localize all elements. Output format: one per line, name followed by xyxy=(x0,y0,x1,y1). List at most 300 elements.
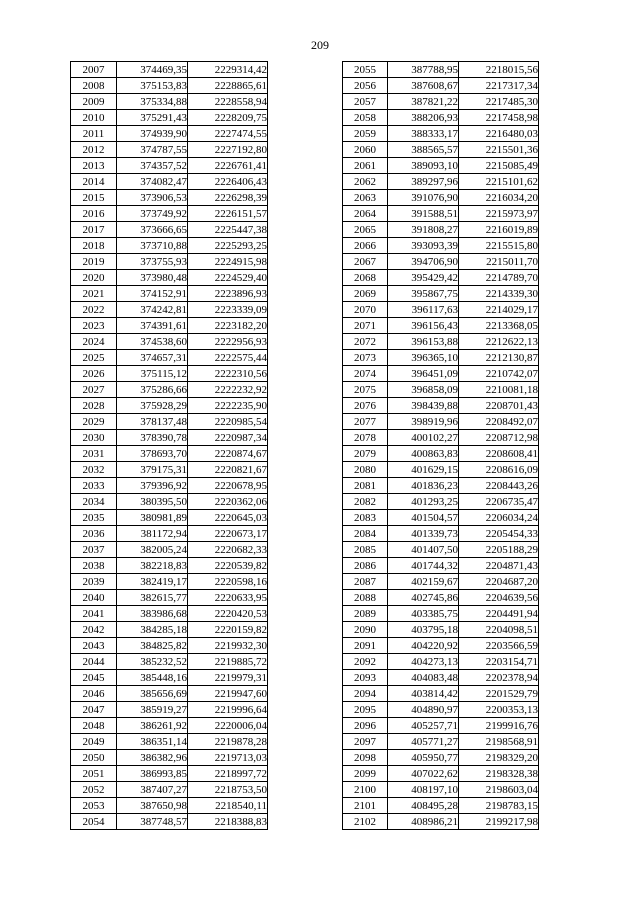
y-coordinate-cell: 2218997,72 xyxy=(188,766,268,782)
table-row xyxy=(343,526,539,542)
x-coordinate-cell: 396153,88 xyxy=(388,334,459,350)
table-row xyxy=(71,574,268,590)
point-number-cell: 2040 xyxy=(71,590,117,606)
y-coordinate-cell: 2220006,04 xyxy=(188,718,268,734)
point-number-cell: 2035 xyxy=(71,510,117,526)
point-number-cell: 2090 xyxy=(343,622,388,638)
y-coordinate-cell: 2215501,36 xyxy=(459,142,539,158)
table-row xyxy=(343,430,539,446)
table-row xyxy=(343,670,539,686)
point-number-cell: 2021 xyxy=(71,286,117,302)
point-number-cell: 2012 xyxy=(71,142,117,158)
table-row xyxy=(71,702,268,718)
table-row xyxy=(71,398,268,414)
point-number-cell: 2051 xyxy=(71,766,117,782)
y-coordinate-cell: 2219713,03 xyxy=(188,750,268,766)
x-coordinate-cell: 401293,25 xyxy=(388,494,459,510)
point-number-cell: 2091 xyxy=(343,638,388,654)
y-coordinate-cell: 2225293,25 xyxy=(188,238,268,254)
y-coordinate-cell: 2226298,39 xyxy=(188,190,268,206)
y-coordinate-cell: 2222575,44 xyxy=(188,350,268,366)
point-number-cell: 2043 xyxy=(71,638,117,654)
table-row xyxy=(71,254,268,270)
x-coordinate-cell: 405950,77 xyxy=(388,750,459,766)
x-coordinate-cell: 374538,60 xyxy=(117,334,188,350)
point-number-cell: 2068 xyxy=(343,270,388,286)
y-coordinate-cell: 2220539,82 xyxy=(188,558,268,574)
y-coordinate-cell: 2227192,80 xyxy=(188,142,268,158)
y-coordinate-cell: 2220682,33 xyxy=(188,542,268,558)
point-number-cell: 2064 xyxy=(343,206,388,222)
y-coordinate-cell: 2218015,56 xyxy=(459,62,539,78)
point-number-cell: 2047 xyxy=(71,702,117,718)
y-coordinate-cell: 2206034,24 xyxy=(459,510,539,526)
table-row xyxy=(71,494,268,510)
table-row xyxy=(71,430,268,446)
x-coordinate-cell: 374657,31 xyxy=(117,350,188,366)
point-number-cell: 2071 xyxy=(343,318,388,334)
table-row xyxy=(71,126,268,142)
point-number-cell: 2049 xyxy=(71,734,117,750)
x-coordinate-cell: 400863,83 xyxy=(388,446,459,462)
point-number-cell: 2010 xyxy=(71,110,117,126)
table-row xyxy=(71,718,268,734)
x-coordinate-cell: 402745,86 xyxy=(388,590,459,606)
table-row xyxy=(71,302,268,318)
y-coordinate-cell: 2216034,20 xyxy=(459,190,539,206)
x-coordinate-cell: 404083,48 xyxy=(388,670,459,686)
point-number-cell: 2102 xyxy=(343,814,388,830)
y-coordinate-cell: 2229314,42 xyxy=(188,62,268,78)
table-row xyxy=(343,270,539,286)
table-row xyxy=(343,158,539,174)
table-row xyxy=(343,254,539,270)
x-coordinate-cell: 387608,67 xyxy=(388,78,459,94)
table-row xyxy=(343,414,539,430)
table-row xyxy=(71,590,268,606)
table-row xyxy=(71,782,268,798)
point-number-cell: 2092 xyxy=(343,654,388,670)
table-row xyxy=(343,302,539,318)
x-coordinate-cell: 384285,18 xyxy=(117,622,188,638)
x-coordinate-cell: 404273,13 xyxy=(388,654,459,670)
table-row xyxy=(343,814,539,830)
x-coordinate-cell: 379175,31 xyxy=(117,462,188,478)
x-coordinate-cell: 387748,57 xyxy=(117,814,188,830)
y-coordinate-cell: 2220874,67 xyxy=(188,446,268,462)
x-coordinate-cell: 385919,27 xyxy=(117,702,188,718)
point-number-cell: 2028 xyxy=(71,398,117,414)
point-number-cell: 2059 xyxy=(343,126,388,142)
point-number-cell: 2095 xyxy=(343,702,388,718)
x-coordinate-cell: 394706,90 xyxy=(388,254,459,270)
point-number-cell: 2029 xyxy=(71,414,117,430)
table-row xyxy=(343,702,539,718)
y-coordinate-cell: 2220821,67 xyxy=(188,462,268,478)
point-number-cell: 2034 xyxy=(71,494,117,510)
y-coordinate-cell: 2215515,80 xyxy=(459,238,539,254)
y-coordinate-cell: 2215973,97 xyxy=(459,206,539,222)
point-number-cell: 2024 xyxy=(71,334,117,350)
x-coordinate-cell: 373749,92 xyxy=(117,206,188,222)
x-coordinate-cell: 405771,27 xyxy=(388,734,459,750)
x-coordinate-cell: 374939,90 xyxy=(117,126,188,142)
table-row xyxy=(343,206,539,222)
point-number-cell: 2093 xyxy=(343,670,388,686)
y-coordinate-cell: 2223896,93 xyxy=(188,286,268,302)
x-coordinate-cell: 375286,66 xyxy=(117,382,188,398)
point-number-cell: 2032 xyxy=(71,462,117,478)
point-number-cell: 2072 xyxy=(343,334,388,350)
table-row xyxy=(71,286,268,302)
point-number-cell: 2096 xyxy=(343,718,388,734)
point-number-cell: 2080 xyxy=(343,462,388,478)
x-coordinate-cell: 391808,27 xyxy=(388,222,459,238)
y-coordinate-cell: 2222310,56 xyxy=(188,366,268,382)
point-number-cell: 2061 xyxy=(343,158,388,174)
y-coordinate-cell: 2228865,61 xyxy=(188,78,268,94)
y-coordinate-cell: 2219885,72 xyxy=(188,654,268,670)
point-number-cell: 2025 xyxy=(71,350,117,366)
y-coordinate-cell: 2220987,34 xyxy=(188,430,268,446)
y-coordinate-cell: 2227474,55 xyxy=(188,126,268,142)
y-coordinate-cell: 2202378,94 xyxy=(459,670,539,686)
x-coordinate-cell: 375928,29 xyxy=(117,398,188,414)
x-coordinate-cell: 403795,18 xyxy=(388,622,459,638)
y-coordinate-cell: 2203154,71 xyxy=(459,654,539,670)
y-coordinate-cell: 2204639,56 xyxy=(459,590,539,606)
coordinate-table-left xyxy=(70,61,268,830)
x-coordinate-cell: 401836,23 xyxy=(388,478,459,494)
x-coordinate-cell: 391588,51 xyxy=(388,206,459,222)
y-coordinate-cell: 2217485,30 xyxy=(459,94,539,110)
y-coordinate-cell: 2219979,31 xyxy=(188,670,268,686)
x-coordinate-cell: 391076,90 xyxy=(388,190,459,206)
y-coordinate-cell: 2208701,43 xyxy=(459,398,539,414)
x-coordinate-cell: 402159,67 xyxy=(388,574,459,590)
point-number-cell: 2087 xyxy=(343,574,388,590)
point-number-cell: 2052 xyxy=(71,782,117,798)
table-row xyxy=(343,318,539,334)
x-coordinate-cell: 385448,16 xyxy=(117,670,188,686)
x-coordinate-cell: 408495,28 xyxy=(388,798,459,814)
y-coordinate-cell: 2223182,20 xyxy=(188,318,268,334)
x-coordinate-cell: 373980,48 xyxy=(117,270,188,286)
y-coordinate-cell: 2224915,98 xyxy=(188,254,268,270)
y-coordinate-cell: 2220362,06 xyxy=(188,494,268,510)
point-number-cell: 2055 xyxy=(343,62,388,78)
point-number-cell: 2098 xyxy=(343,750,388,766)
x-coordinate-cell: 374152,91 xyxy=(117,286,188,302)
table-row xyxy=(71,190,268,206)
y-coordinate-cell: 2222232,92 xyxy=(188,382,268,398)
x-coordinate-cell: 388206,93 xyxy=(388,110,459,126)
y-coordinate-cell: 2199916,76 xyxy=(459,718,539,734)
point-number-cell: 2100 xyxy=(343,782,388,798)
y-coordinate-cell: 2219996,64 xyxy=(188,702,268,718)
table-row xyxy=(343,558,539,574)
x-coordinate-cell: 389093,10 xyxy=(388,158,459,174)
x-coordinate-cell: 386382,96 xyxy=(117,750,188,766)
point-number-cell: 2014 xyxy=(71,174,117,190)
table-row xyxy=(343,462,539,478)
y-coordinate-cell: 2215011,70 xyxy=(459,254,539,270)
table-row xyxy=(343,750,539,766)
y-coordinate-cell: 2199217,98 xyxy=(459,814,539,830)
table-row xyxy=(343,638,539,654)
y-coordinate-cell: 2217458,98 xyxy=(459,110,539,126)
y-coordinate-cell: 2224529,40 xyxy=(188,270,268,286)
x-coordinate-cell: 396365,10 xyxy=(388,350,459,366)
table-row xyxy=(71,78,268,94)
y-coordinate-cell: 2204491,94 xyxy=(459,606,539,622)
table-row xyxy=(71,446,268,462)
table-row xyxy=(71,462,268,478)
y-coordinate-cell: 2225447,38 xyxy=(188,222,268,238)
x-coordinate-cell: 395429,42 xyxy=(388,270,459,286)
table-row xyxy=(71,222,268,238)
x-coordinate-cell: 387407,27 xyxy=(117,782,188,798)
x-coordinate-cell: 379396,92 xyxy=(117,478,188,494)
x-coordinate-cell: 404890,97 xyxy=(388,702,459,718)
y-coordinate-cell: 2218388,83 xyxy=(188,814,268,830)
y-coordinate-cell: 2222956,93 xyxy=(188,334,268,350)
y-coordinate-cell: 2219947,60 xyxy=(188,686,268,702)
x-coordinate-cell: 380981,89 xyxy=(117,510,188,526)
point-number-cell: 2013 xyxy=(71,158,117,174)
x-coordinate-cell: 384825,82 xyxy=(117,638,188,654)
x-coordinate-cell: 401407,50 xyxy=(388,542,459,558)
x-coordinate-cell: 374357,52 xyxy=(117,158,188,174)
point-number-cell: 2030 xyxy=(71,430,117,446)
table-row xyxy=(343,622,539,638)
y-coordinate-cell: 2220159,82 xyxy=(188,622,268,638)
x-coordinate-cell: 382218,83 xyxy=(117,558,188,574)
page-number: 209 xyxy=(311,38,329,52)
table-row xyxy=(343,334,539,350)
y-coordinate-cell: 2204871,43 xyxy=(459,558,539,574)
y-coordinate-cell: 2204098,51 xyxy=(459,622,539,638)
table-row xyxy=(71,382,268,398)
point-number-cell: 2075 xyxy=(343,382,388,398)
table-row xyxy=(343,398,539,414)
y-coordinate-cell: 2198568,91 xyxy=(459,734,539,750)
x-coordinate-cell: 398919,96 xyxy=(388,414,459,430)
x-coordinate-cell: 375153,83 xyxy=(117,78,188,94)
point-number-cell: 2056 xyxy=(343,78,388,94)
point-number-cell: 2082 xyxy=(343,494,388,510)
x-coordinate-cell: 382005,24 xyxy=(117,542,188,558)
point-number-cell: 2057 xyxy=(343,94,388,110)
point-number-cell: 2019 xyxy=(71,254,117,270)
y-coordinate-cell: 2208616,09 xyxy=(459,462,539,478)
y-coordinate-cell: 2210742,07 xyxy=(459,366,539,382)
table-row xyxy=(71,270,268,286)
x-coordinate-cell: 387821,22 xyxy=(388,94,459,110)
point-number-cell: 2077 xyxy=(343,414,388,430)
table-row xyxy=(71,766,268,782)
table-row xyxy=(71,94,268,110)
y-coordinate-cell: 2198603,04 xyxy=(459,782,539,798)
table-row xyxy=(71,686,268,702)
y-coordinate-cell: 2204687,20 xyxy=(459,574,539,590)
point-number-cell: 2074 xyxy=(343,366,388,382)
y-coordinate-cell: 2208712,98 xyxy=(459,430,539,446)
x-coordinate-cell: 374082,47 xyxy=(117,174,188,190)
table-row xyxy=(71,734,268,750)
point-number-cell: 2007 xyxy=(71,62,117,78)
point-number-cell: 2038 xyxy=(71,558,117,574)
x-coordinate-cell: 398439,88 xyxy=(388,398,459,414)
point-number-cell: 2039 xyxy=(71,574,117,590)
x-coordinate-cell: 401339,73 xyxy=(388,526,459,542)
point-number-cell: 2086 xyxy=(343,558,388,574)
y-coordinate-cell: 2206735,47 xyxy=(459,494,539,510)
y-coordinate-cell: 2216480,03 xyxy=(459,126,539,142)
y-coordinate-cell: 2218753,50 xyxy=(188,782,268,798)
y-coordinate-cell: 2222235,90 xyxy=(188,398,268,414)
y-coordinate-cell: 2205454,33 xyxy=(459,526,539,542)
table-row xyxy=(71,414,268,430)
x-coordinate-cell: 378693,70 xyxy=(117,446,188,462)
y-coordinate-cell: 2220633,95 xyxy=(188,590,268,606)
y-coordinate-cell: 2215101,62 xyxy=(459,174,539,190)
x-coordinate-cell: 408197,10 xyxy=(388,782,459,798)
point-number-cell: 2081 xyxy=(343,478,388,494)
y-coordinate-cell: 2214029,17 xyxy=(459,302,539,318)
table-row xyxy=(343,590,539,606)
x-coordinate-cell: 396858,09 xyxy=(388,382,459,398)
table-row xyxy=(71,110,268,126)
table-row xyxy=(71,798,268,814)
table-row xyxy=(343,62,539,78)
x-coordinate-cell: 387650,98 xyxy=(117,798,188,814)
x-coordinate-cell: 395867,75 xyxy=(388,286,459,302)
table-row xyxy=(343,94,539,110)
y-coordinate-cell: 2219932,30 xyxy=(188,638,268,654)
point-number-cell: 2084 xyxy=(343,526,388,542)
table-row xyxy=(71,350,268,366)
table-row xyxy=(71,750,268,766)
y-coordinate-cell: 2215085,49 xyxy=(459,158,539,174)
point-number-cell: 2063 xyxy=(343,190,388,206)
x-coordinate-cell: 375291,43 xyxy=(117,110,188,126)
x-coordinate-cell: 403814,42 xyxy=(388,686,459,702)
coordinate-table-right xyxy=(342,61,539,830)
table-row xyxy=(71,622,268,638)
x-coordinate-cell: 374469,35 xyxy=(117,62,188,78)
point-number-cell: 2085 xyxy=(343,542,388,558)
table-row xyxy=(343,222,539,238)
x-coordinate-cell: 396156,43 xyxy=(388,318,459,334)
y-coordinate-cell: 2214789,70 xyxy=(459,270,539,286)
x-coordinate-cell: 388565,57 xyxy=(388,142,459,158)
point-number-cell: 2015 xyxy=(71,190,117,206)
point-number-cell: 2022 xyxy=(71,302,117,318)
point-number-cell: 2062 xyxy=(343,174,388,190)
y-coordinate-cell: 2216019,89 xyxy=(459,222,539,238)
point-number-cell: 2033 xyxy=(71,478,117,494)
point-number-cell: 2023 xyxy=(71,318,117,334)
table-row xyxy=(343,654,539,670)
x-coordinate-cell: 396117,63 xyxy=(388,302,459,318)
y-coordinate-cell: 2226761,41 xyxy=(188,158,268,174)
x-coordinate-cell: 385232,52 xyxy=(117,654,188,670)
point-number-cell: 2041 xyxy=(71,606,117,622)
table-row xyxy=(343,142,539,158)
x-coordinate-cell: 401504,57 xyxy=(388,510,459,526)
point-number-cell: 2026 xyxy=(71,366,117,382)
point-number-cell: 2008 xyxy=(71,78,117,94)
point-number-cell: 2016 xyxy=(71,206,117,222)
y-coordinate-cell: 2220420,53 xyxy=(188,606,268,622)
table-row xyxy=(343,478,539,494)
point-number-cell: 2065 xyxy=(343,222,388,238)
table-row xyxy=(343,734,539,750)
table-row xyxy=(71,238,268,254)
table-row xyxy=(71,366,268,382)
y-coordinate-cell: 2218540,11 xyxy=(188,798,268,814)
table-row xyxy=(343,766,539,782)
table-row xyxy=(343,190,539,206)
point-number-cell: 2017 xyxy=(71,222,117,238)
table-row xyxy=(343,510,539,526)
x-coordinate-cell: 375115,12 xyxy=(117,366,188,382)
table-row xyxy=(71,478,268,494)
point-number-cell: 2058 xyxy=(343,110,388,126)
point-number-cell: 2073 xyxy=(343,350,388,366)
y-coordinate-cell: 2212622,13 xyxy=(459,334,539,350)
table-row xyxy=(71,526,268,542)
x-coordinate-cell: 382419,17 xyxy=(117,574,188,590)
y-coordinate-cell: 2210081,18 xyxy=(459,382,539,398)
x-coordinate-cell: 400102,27 xyxy=(388,430,459,446)
table-row xyxy=(343,574,539,590)
y-coordinate-cell: 2220985,54 xyxy=(188,414,268,430)
table-row xyxy=(343,494,539,510)
table-row xyxy=(343,446,539,462)
point-number-cell: 2099 xyxy=(343,766,388,782)
table-row xyxy=(71,558,268,574)
table-row xyxy=(71,814,268,830)
point-number-cell: 2053 xyxy=(71,798,117,814)
x-coordinate-cell: 407022,62 xyxy=(388,766,459,782)
point-number-cell: 2045 xyxy=(71,670,117,686)
table-row xyxy=(343,78,539,94)
x-coordinate-cell: 381172,94 xyxy=(117,526,188,542)
table-row xyxy=(71,542,268,558)
point-number-cell: 2066 xyxy=(343,238,388,254)
y-coordinate-cell: 2217317,34 xyxy=(459,78,539,94)
point-number-cell: 2067 xyxy=(343,254,388,270)
point-number-cell: 2060 xyxy=(343,142,388,158)
table-row xyxy=(343,238,539,254)
table-row xyxy=(343,606,539,622)
table-row xyxy=(71,158,268,174)
point-number-cell: 2048 xyxy=(71,718,117,734)
y-coordinate-cell: 2226406,43 xyxy=(188,174,268,190)
point-number-cell: 2020 xyxy=(71,270,117,286)
table-row xyxy=(71,142,268,158)
y-coordinate-cell: 2198329,20 xyxy=(459,750,539,766)
point-number-cell: 2044 xyxy=(71,654,117,670)
table-row xyxy=(71,206,268,222)
x-coordinate-cell: 405257,71 xyxy=(388,718,459,734)
x-coordinate-cell: 386261,92 xyxy=(117,718,188,734)
point-number-cell: 2076 xyxy=(343,398,388,414)
x-coordinate-cell: 374242,81 xyxy=(117,302,188,318)
table-row xyxy=(343,126,539,142)
